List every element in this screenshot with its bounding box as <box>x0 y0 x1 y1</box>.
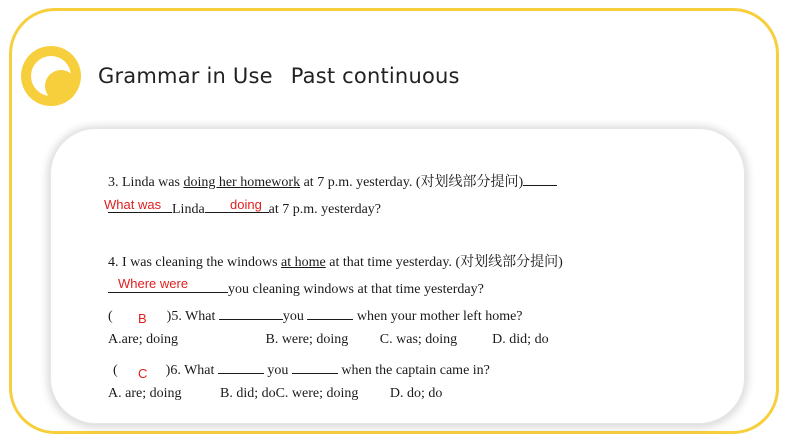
q4-underlined: at home <box>281 255 326 270</box>
q3-underlined: doing her homework <box>183 175 301 190</box>
q3-line1: 3. Linda was doing her homework at 7 p.m. yesterday. (对划线部分提问) <box>108 171 557 191</box>
q6-blank-1 <box>218 359 264 374</box>
title-grammar-in-use: Grammar in Use <box>98 64 273 88</box>
page-title <box>98 64 460 88</box>
q5-blank-1 <box>219 305 283 320</box>
decorative-circle-icon <box>21 46 81 106</box>
q6-line: ( )6. What you when the captain came in? <box>113 359 490 379</box>
q4-line2: you cleaning windows at that time yesterday? <box>108 278 484 298</box>
q5-options: A.are; doing B. were; doing C. was; doing D. did; do <box>108 332 549 347</box>
q3-line2: Linda at 7 p.m. yesterday? <box>108 198 381 218</box>
q4-line1: 4. I was cleaning the windows at home at that time yesterday. (对划线部分提问) <box>108 255 563 270</box>
q5-answer: B <box>138 311 147 326</box>
q5-blank-2 <box>307 305 353 320</box>
q6-options: A. are; doing B. did; doC. were; doing D. do; do <box>108 386 443 401</box>
q4-answer: Where were <box>118 276 189 291</box>
q5-line: ( )5. What you when your mother left home? <box>108 305 523 325</box>
q6-answer: C <box>138 366 148 381</box>
q3-answer-1: What was <box>104 197 162 212</box>
q6-blank-2 <box>292 359 338 374</box>
title-past-continuous: Past continuous <box>290 64 460 88</box>
q3-blank-end <box>523 171 557 186</box>
q3-answer-2: doing <box>230 197 262 212</box>
